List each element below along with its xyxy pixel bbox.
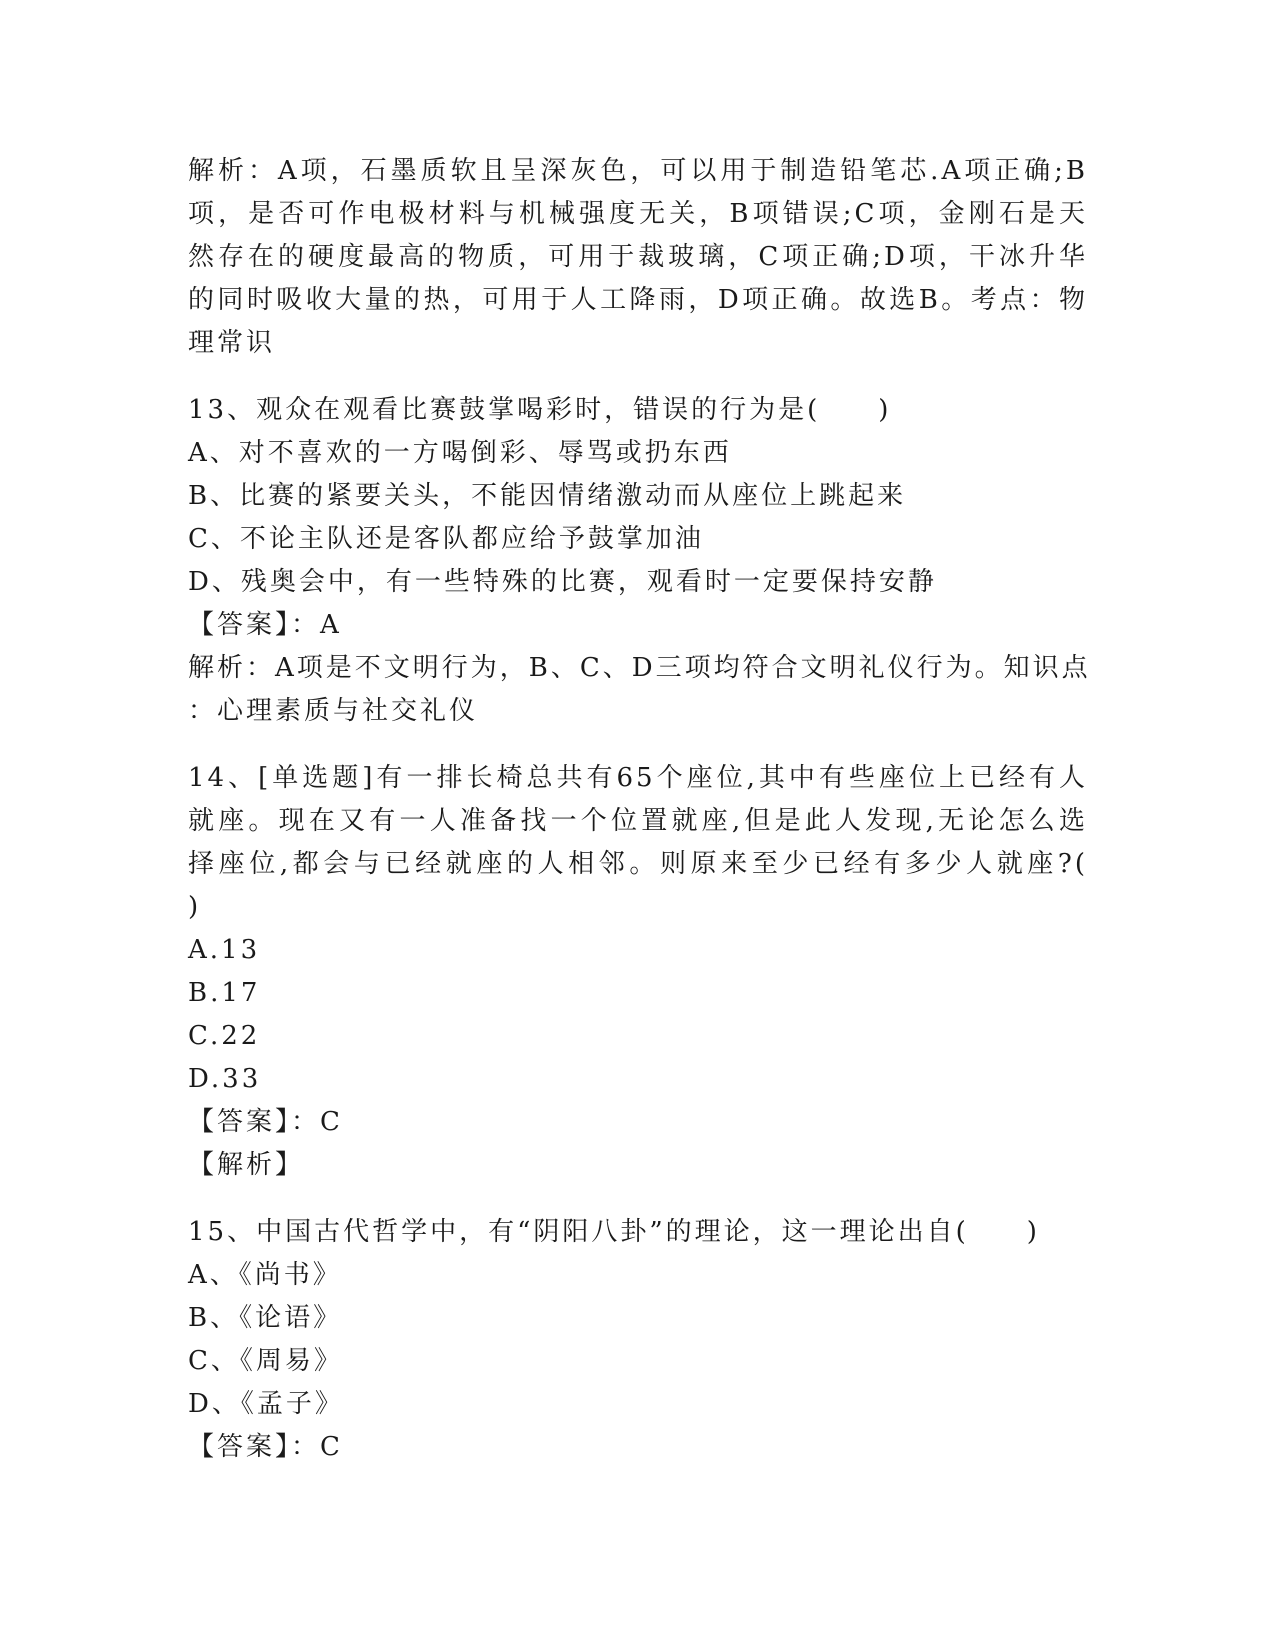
question-15 [188, 1211, 1088, 1469]
question-14 [188, 757, 1088, 1187]
q13-option-c: C、不论主队还是客队都应给予鼓掌加油 [188, 524, 704, 554]
q15-stem: 15、中国古代哲学中，有“阴阳八卦”的理论，这一理论出自( ) [188, 1217, 1040, 1247]
question-13 [188, 389, 1091, 733]
document-page [188, 150, 1091, 1469]
q14-stem-line-3: 择座位,都会与已经就座的人相邻。则原来至少已经有多少人就座?( [188, 849, 1088, 879]
q14-option-c: C.22 [188, 1021, 261, 1051]
q14-answer: 【答案】：C [188, 1107, 343, 1137]
q13-option-d: D、残奥会中，有一些特殊的比赛，观看时一定要保持安静 [188, 567, 937, 597]
q15-option-b: B、《论语》 [188, 1303, 343, 1333]
q13-analysis-line-1: 解析：A项是不文明行为，B、C、D三项均符合文明礼仪行为。知识点 [188, 653, 1091, 683]
q14-option-a: A.13 [188, 935, 261, 965]
q14-option-d: D.33 [188, 1064, 262, 1094]
q15-option-a: A、《尚书》 [188, 1260, 342, 1290]
q14-stem-line-1: 14、[单选题]有一排长椅总共有65个座位,其中有些座位上已经有人 [188, 763, 1088, 793]
q13-option-b: B、比赛的紧要关头，不能因情绪激动而从座位上跳起来 [188, 481, 907, 511]
q12-analysis-line-3: 然存在的硬度最高的物质，可用于裁玻璃，C项正确;D项，干冰升华 [188, 242, 1088, 272]
q13-answer: 【答案】：A [188, 610, 342, 640]
q13-option-a: A、对不喜欢的一方喝倒彩、辱骂或扔东西 [188, 438, 732, 468]
spacer [188, 365, 1088, 389]
q12-analysis-line-4: 的同时吸收大量的热，可用于人工降雨，D项正确。故选B。考点：物 [188, 285, 1088, 315]
q15-answer: 【答案】：C [188, 1432, 343, 1462]
q14-stem-line-2: 就座。现在又有一人准备找一个位置就座,但是此人发现,无论怎么选 [188, 806, 1088, 836]
q12-analysis [188, 150, 1088, 365]
q13-analysis-line-2: ：心理素质与社交礼仪 [188, 696, 479, 726]
q13-stem: 13、观众在观看比赛鼓掌喝彩时，错误的行为是( ) [188, 395, 892, 425]
q12-analysis-line-2: 项，是否可作电极材料与机械强度无关，B项错误;C项，金刚石是天 [188, 199, 1088, 229]
spacer [188, 733, 1088, 757]
q12-analysis-line-5: 理常识 [188, 328, 276, 358]
q12-analysis-line-1: 解析：A项，石墨质软且呈深灰色，可以用于制造铅笔芯.A项正确;B [188, 156, 1088, 186]
q14-option-b: B.17 [188, 978, 261, 1008]
spacer [188, 1187, 1088, 1211]
q15-option-d: D、《孟子》 [188, 1389, 344, 1419]
q14-stem-line-4: ) [188, 892, 202, 922]
q15-option-c: C、《周易》 [188, 1346, 343, 1376]
q14-analysis-label: 【解析】 [188, 1150, 305, 1180]
